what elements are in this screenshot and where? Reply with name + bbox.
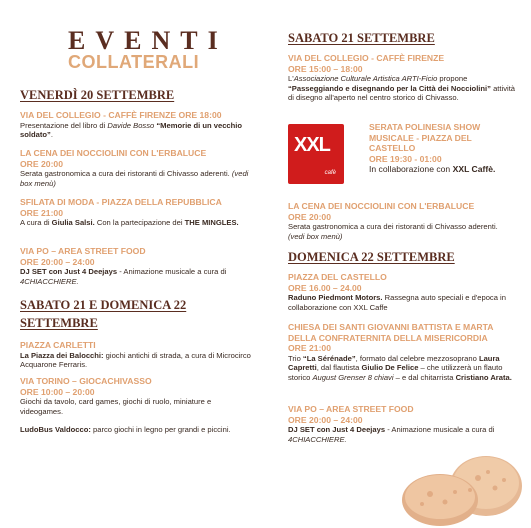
- event-block: [20, 246, 252, 286]
- event-heading: LA CENA DEI NOCCIOLINI CON L'ERBALUCE: [288, 201, 475, 211]
- event-text: Giochi da tavolo, card games, giochi di ruolo, miniature e videogames.: [20, 397, 212, 416]
- event-text: A cura di Giulia Salsi. Con la partecipazione dei THE MINGLES.: [20, 218, 239, 227]
- day-heading-sabato-domenica: SABATO 21 E DOMENICA 22: [20, 298, 187, 312]
- event-block: [20, 197, 252, 228]
- event-heading: PIAZZA CARLETTI: [20, 340, 96, 350]
- event-block: [20, 148, 252, 188]
- event-block: [20, 340, 252, 370]
- day-heading-sabato-domenica-2: SETTEMBRE: [20, 316, 98, 330]
- page-subtitle: COLLATERALI: [68, 52, 200, 72]
- event-text: Presentazione del libro di Davide Bosso “Memorie di un vecchio soldato”.: [20, 120, 243, 140]
- day-heading-sabato: SABATO 21 SETTEMBRE: [288, 31, 435, 45]
- event-text: Serata gastronomica a cura dei ristoranti di Chivasso aderenti. (vedi box menù): [288, 222, 498, 241]
- event-time: ORE 16.00 – 24.00: [288, 282, 362, 293]
- event-text: In collaborazione con XXL Caffè.: [369, 164, 496, 174]
- event-text: Raduno Piedmont Motors. Rassegna auto speciali e d'epoca in collaborazione con XXL Caffe: [288, 293, 506, 312]
- event-text: DJ SET con Just 4 Deejays - Animazione musicale a cura di 4CHIACCHIERE.: [20, 267, 227, 286]
- event-text: Trio “La Sérénade”, formato dal celebre mezzosoprano Laura Capretti, dal flautista Giulio De Felice – che utilizzerà un flauto storico August Grenser 8 chiavi – e dal chitarrista Cristiano Arata.: [288, 353, 512, 382]
- event-text: La Piazza dei Balocchi: giochi antichi di strada, a cura di Microcirco Acquarone Ferraris.: [20, 350, 251, 370]
- event-heading: VIA PO – AREA STREET FOOD: [288, 404, 414, 414]
- event-heading: LA CENA DEI NOCCIOLINI CON L'ERBALUCE: [20, 148, 207, 158]
- event-time: ORE 21:00: [20, 207, 63, 218]
- event-time: ORE 20:00 – 24:00: [288, 414, 363, 425]
- event-block: [288, 53, 516, 103]
- event-heading: VIA DEL COLLEGIO - CAFFÈ FIRENZE: [288, 53, 445, 63]
- day-heading-domenica: DOMENICA 22 SETTEMBRE: [288, 250, 455, 264]
- event-time: ORE 20:00 – 24:00: [20, 256, 95, 267]
- xxl-cafe-logo: XXL cafè: [288, 124, 344, 184]
- event-heading: CHIESA DEI SANTI GIOVANNI BATTISTA E MARTA DELLA CONFRATERNITA DELLA MISERICORDIA: [288, 322, 494, 343]
- event-heading: VIA TORINO – GIOCACHIVASSO: [20, 376, 152, 386]
- event-block: [20, 376, 252, 416]
- event-block: [288, 272, 516, 312]
- event-text: Serata gastronomica a cura dei ristoranti di Chivasso aderenti. (vedi box menù): [20, 169, 249, 188]
- event-text: L'Associazione Culturale Artistica ARTI-Ficio propone “Passeggiando e disegnando per la Città dei Nocciolini” attività di disegno all'aperto nel centro storico di Chivasso.: [288, 74, 516, 103]
- event-heading: PIAZZA DEL CASTELLO: [288, 272, 387, 282]
- nocciolini-cookies-image: [400, 450, 525, 528]
- event-time: ORE 19:30 - 01:00: [369, 153, 442, 164]
- event-heading: VIA DEL COLLEGIO - CAFFÈ FIRENZE ORE 18:00: [20, 110, 222, 120]
- event-time: ORE 10:00 – 20:00: [20, 386, 95, 397]
- event-time: ORE 20:00: [20, 158, 63, 169]
- event-time: ORE 15:00 – 18:00: [288, 63, 363, 74]
- event-text: LudoBus Valdocco: parco giochi in legno per grandi e piccini.: [20, 425, 231, 434]
- event-heading: VIA PO – AREA STREET FOOD: [20, 246, 146, 256]
- event-heading: SFILATA DI MODA - PIAZZA DELLA REPUBBLICA: [20, 197, 222, 207]
- event-block: [288, 322, 516, 382]
- event-block: [288, 201, 516, 241]
- event-time: ORE 21:00: [288, 343, 331, 353]
- event-time: ORE 20:00: [288, 211, 331, 222]
- page-title: EVENTI: [68, 26, 228, 55]
- event-block: [20, 110, 252, 140]
- event-block: [288, 404, 516, 444]
- event-text: DJ SET con Just 4 Deejays - Animazione musicale a cura di 4CHIACCHIERE.: [288, 425, 495, 444]
- event-block: [369, 122, 519, 175]
- day-heading-venerdi: VENERDÌ 20 SETTEMBRE: [20, 88, 175, 102]
- event-block: [20, 425, 252, 435]
- event-heading: SERATA POLINESIA SHOW MUSICALE - PIAZZA DEL CASTELLO: [369, 122, 481, 153]
